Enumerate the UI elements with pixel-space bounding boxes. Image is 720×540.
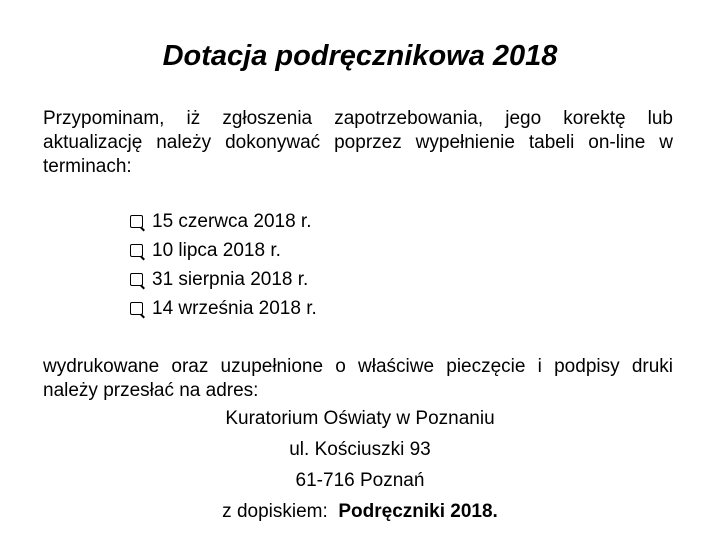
deadline-date: 31 sierpnia 2018 r. <box>152 269 309 290</box>
address-institution: Kuratorium Oświaty w Poznaniu <box>225 408 495 429</box>
checkbox-square-icon <box>130 273 143 286</box>
address-postal-city: 61-716 Poznań <box>295 470 425 491</box>
list-item <box>130 236 317 265</box>
checkbox-square-icon <box>130 244 143 257</box>
page-title: Dotacja podręcznikowa 2018 <box>162 40 558 72</box>
address-note-prefix: z dopiskiem: <box>222 501 328 522</box>
intro-paragraph: Przypominam, iż zgłoszenia zapotrzebowania, jego korektę lub aktualizację należy dokonywać poprzez wypełnienie tabeli on-line w terminach: <box>43 108 673 177</box>
outro-paragraph: wydrukowane oraz uzupełnione o właściwe pieczęcie i podpisy druki należy przesłać na adres: <box>43 356 673 401</box>
list-item <box>130 265 317 294</box>
deadline-date: 15 czerwca 2018 r. <box>152 211 312 232</box>
deadline-date: 14 września 2018 r. <box>152 298 317 319</box>
checkbox-square-icon <box>130 215 143 228</box>
address-note-bold: Podręczniki 2018. <box>338 501 498 522</box>
address-street: ul. Kościuszki 93 <box>289 439 431 460</box>
checkbox-square-icon <box>130 302 143 315</box>
address-block <box>0 403 720 527</box>
deadline-date: 10 lipca 2018 r. <box>152 240 281 261</box>
list-item <box>130 207 317 236</box>
address-note <box>0 496 720 527</box>
deadline-list <box>130 207 317 323</box>
list-item <box>130 294 317 323</box>
